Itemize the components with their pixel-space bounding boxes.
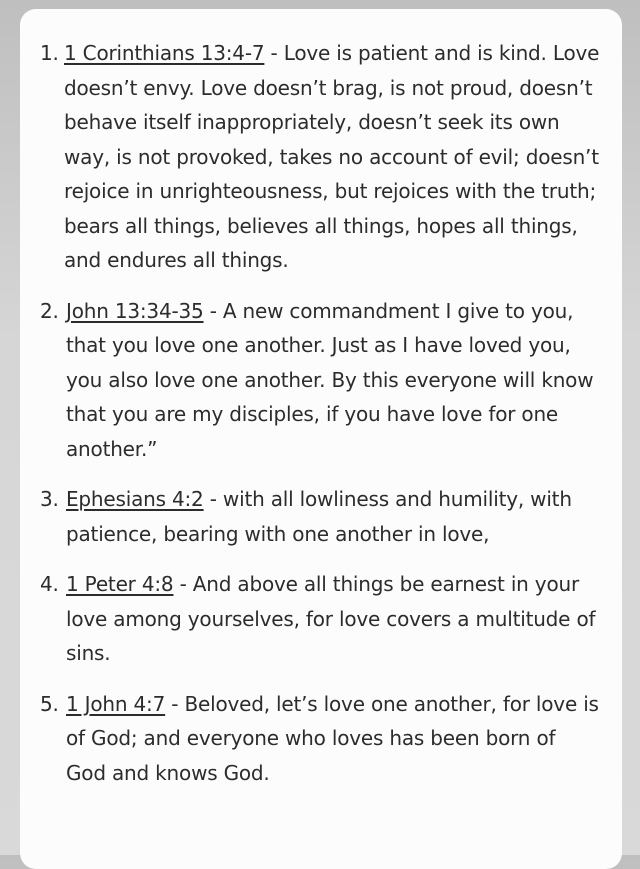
list-number: 4. <box>40 572 59 596</box>
verse-reference-link[interactable]: 1 Peter 4:8 <box>66 572 174 596</box>
list-number: 2. <box>40 298 59 323</box>
list-number: 5. <box>40 691 59 716</box>
list-number: 3. <box>40 487 59 511</box>
verse-text: - Beloved, let’s love one another, for love is of God; and everyone who loves has been born of God and knows God. <box>66 691 599 785</box>
list-item <box>40 687 600 791</box>
list-item <box>40 482 600 551</box>
verse-text: - And above all things be earnest in your love among yourselves, for love covers a multitude of sins. <box>66 572 596 665</box>
verse-text: - A new commandment I give to you, that you love one another. Just as I have loved you, you also love one another. By this everyone will know that you are my disciples, if you have love for one another.” <box>66 298 594 461</box>
verse-text: - with all lowliness and humility, with patience, bearing with one another in love, <box>66 487 572 546</box>
verse-reference-link[interactable]: John 13:34-35 <box>66 298 204 323</box>
verse-list <box>40 36 600 806</box>
list-item <box>40 36 600 278</box>
verse-reference-link[interactable]: Ephesians 4:2 <box>66 487 204 511</box>
verse-reference-link[interactable]: 1 John 4:7 <box>66 691 166 716</box>
list-number: 1. <box>40 41 59 65</box>
verse-text: - Love is patient and is kind. Love doesn’t envy. Love doesn’t brag, is not proud, doesn’t behave itself inappropriately, doesn’t seek its own way, is not provoked, takes no account of evil; doesn’t rejoice in unrighteousness, but rejoices with the truth; bears all things, believes all things, hopes all things, and endures all things. <box>64 41 600 272</box>
list-item <box>40 567 600 671</box>
list-item <box>40 294 600 467</box>
verse-reference-link[interactable]: 1 Corinthians 13:4-7 <box>64 41 265 65</box>
